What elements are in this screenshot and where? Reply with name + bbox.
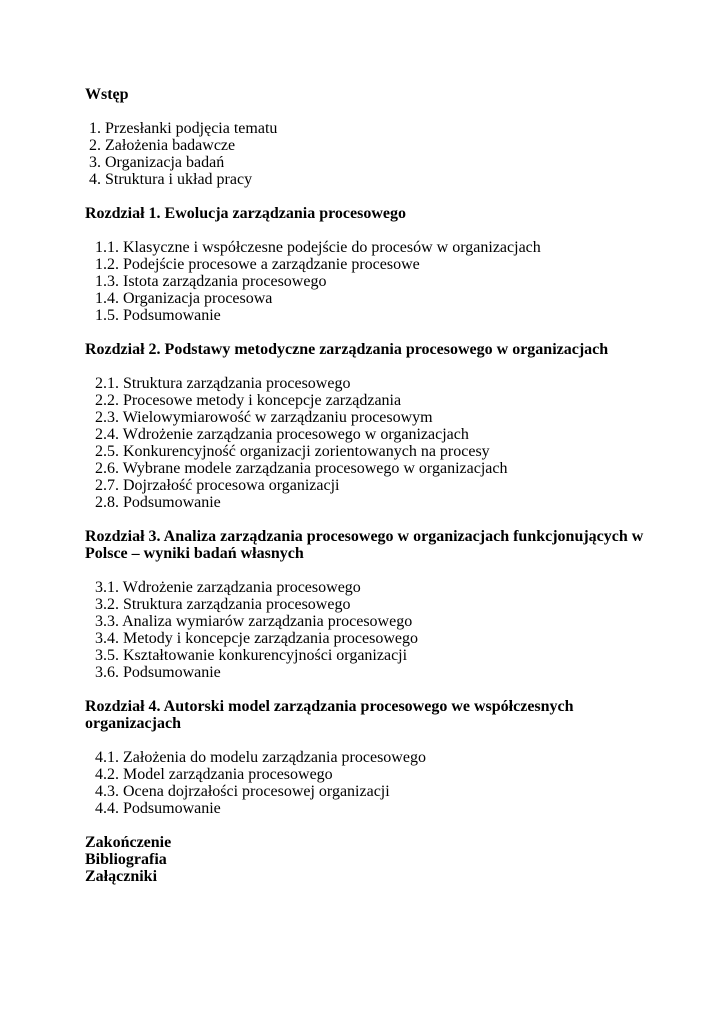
closing-line-zalaczniki: Załączniki xyxy=(85,868,158,885)
toc-item: 2. Założenia badawcze xyxy=(89,137,236,154)
toc-section-rozdzial-2 xyxy=(85,341,645,511)
toc-item: 4.2. Model zarządzania procesowego xyxy=(95,766,333,783)
toc-section-rozdzial-1 xyxy=(85,205,645,324)
toc-item-list xyxy=(85,120,645,188)
toc-item: 2.7. Dojrzałość procesowa organizacji xyxy=(95,477,340,494)
section-heading: Rozdział 4. Autorski model zarządzania procesowego we współczesnych organizacjach xyxy=(85,698,574,732)
toc-item: 3.1. Wdrożenie zarządzania procesowego xyxy=(95,579,361,596)
toc-item: 1.5. Podsumowanie xyxy=(95,307,221,324)
toc-section-rozdzial-3 xyxy=(85,528,645,681)
toc-section-rozdzial-4 xyxy=(85,698,645,817)
toc-item: 1.1. Klasyczne i współczesne podejście do procesów w organizacjach xyxy=(95,239,541,256)
toc-item: 2.1. Struktura zarządzania procesowego xyxy=(95,375,351,392)
toc-closing xyxy=(85,834,645,885)
closing-line-bibliografia: Bibliografia xyxy=(85,851,167,868)
toc-item: 2.3. Wielowymiarowość w zarządzaniu procesowym xyxy=(95,409,433,426)
toc-item-list xyxy=(85,375,645,511)
toc-item: 3.6. Podsumowanie xyxy=(95,664,221,681)
toc-item: 4.4. Podsumowanie xyxy=(95,800,221,817)
section-heading: Rozdział 3. Analiza zarządzania procesowego w organizacjach funkcjonujących w Polsce – wyniki badań własnych xyxy=(85,528,644,562)
toc-item: 2.5. Konkurencyjność organizacji zorientowanych na procesy xyxy=(95,443,490,460)
toc-section-wstep xyxy=(85,86,645,188)
toc-item: 2.2. Procesowe metody i koncepcje zarządzania xyxy=(95,392,402,409)
toc-item: 4. Struktura i układ pracy xyxy=(89,171,253,188)
section-heading: Wstęp xyxy=(85,86,129,103)
toc-item: 1.3. Istota zarządzania procesowego xyxy=(95,273,327,290)
section-heading: Rozdział 1. Ewolucja zarządzania procesowego xyxy=(85,205,406,222)
toc-item: 2.6. Wybrane modele zarządzania procesowego w organizacjach xyxy=(95,460,508,477)
toc-item: 1.4. Organizacja procesowa xyxy=(95,290,273,307)
toc-item: 2.8. Podsumowanie xyxy=(95,494,221,511)
toc-item: 3.2. Struktura zarządzania procesowego xyxy=(95,596,351,613)
toc-item: 4.3. Ocena dojrzałości procesowej organizacji xyxy=(95,783,390,800)
toc-item: 2.4. Wdrożenie zarządzania procesowego w organizacjach xyxy=(95,426,469,443)
section-heading: Rozdział 2. Podstawy metodyczne zarządzania procesowego w organizacjach xyxy=(85,341,609,358)
toc-item: 4.1. Założenia do modelu zarządzania procesowego xyxy=(95,749,426,766)
toc-item: 3.5. Kształtowanie konkurencyjności organizacji xyxy=(95,647,408,664)
toc-item: 3.4. Metody i koncepcje zarządzania procesowego xyxy=(95,630,418,647)
toc-item-list xyxy=(85,239,645,324)
toc-item-list xyxy=(85,749,645,817)
toc-item: 3.3. Analiza wymiarów zarządzania procesowego xyxy=(95,613,413,630)
closing-line-zakonczenie: Zakończenie xyxy=(85,834,172,851)
toc-item: 1.2. Podejście procesowe a zarządzanie procesowe xyxy=(95,256,420,273)
toc-item: 1. Przesłanki podjęcia tematu xyxy=(89,120,278,137)
toc-item-list xyxy=(85,579,645,681)
toc-item: 3. Organizacja badań xyxy=(89,154,225,171)
